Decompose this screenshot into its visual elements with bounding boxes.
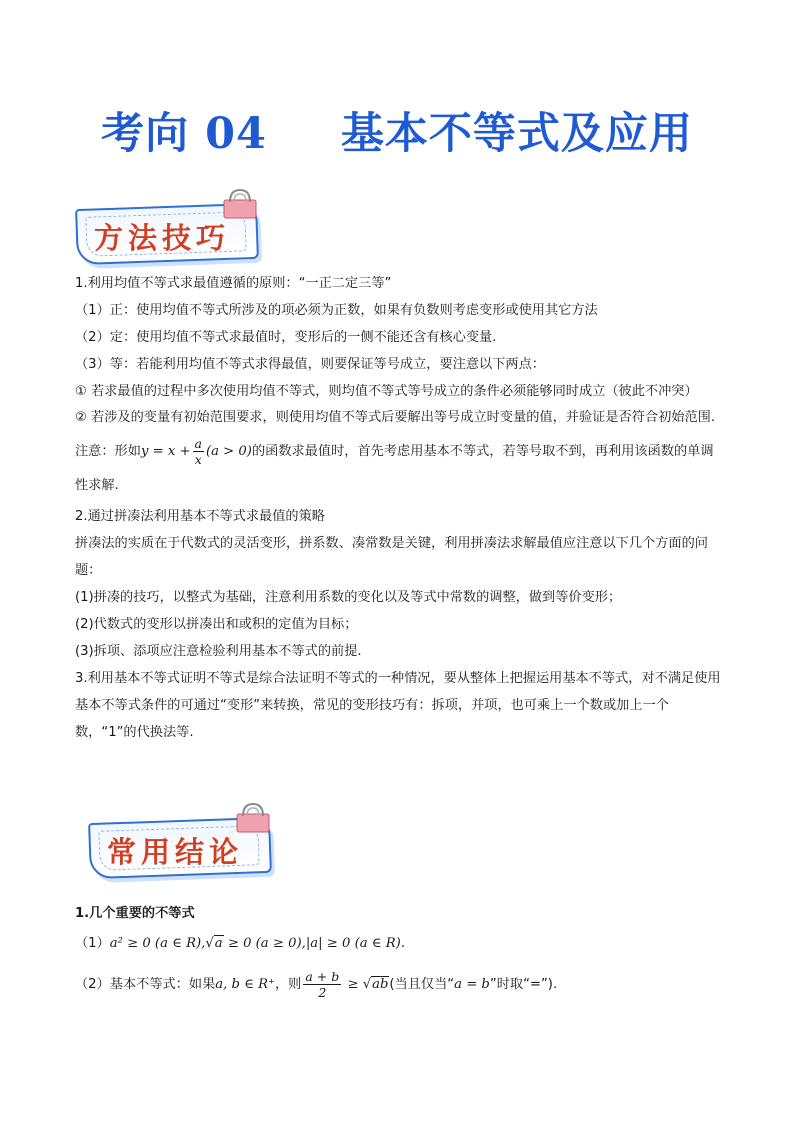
formula-sqrt-rest: ≥ 0 (a ≥ 0),: [223, 936, 306, 951]
fraction-denominator: x: [194, 451, 202, 467]
formula-ge: ≥: [343, 977, 363, 992]
formula-abs: |a| ≥ 0 (a ∈ R).: [305, 936, 406, 951]
method-line: （2）定：使用均值不等式求最值时，变形后的一侧不能还含有核心变量.: [75, 330, 497, 345]
conclusion-item-2: （2）基本不等式：如果a, b ∈ R⁺，则 $\frac{a + b}{2}$ ≥ √ab(当且仅当“a = b”时取“=”).: [75, 968, 558, 1000]
method-line: 2.通过拼凑法利用基本不等式求最值的策略: [75, 509, 325, 524]
item-prefix: （2）基本不等式：如果: [75, 977, 216, 992]
method-line: （3）等：若能利用均值不等式求得最值，则要保证等号成立，要注意以下两点：: [75, 357, 545, 372]
note-condition: (a > 0): [205, 444, 252, 459]
banner-label: 方法技巧: [94, 221, 231, 255]
section-banner-methods: [72, 194, 272, 264]
method-line: ① 若求最值的过程中多次使用均值不等式，则均值不等式等号成立的条件必须能够同时成立（彼此不冲突）: [75, 384, 698, 399]
formula-square: a² ≥ 0 (a ∈ R),: [109, 936, 206, 951]
fraction-denominator: 2: [318, 984, 327, 1000]
fraction-numerator: a: [194, 435, 202, 451]
formula-equal: a = b: [454, 977, 490, 992]
conclusion-item-1: （1）a² ≥ 0 (a ∈ R),√a ≥ 0 (a ≥ 0),|a| ≥ 0 (a ∈ R).: [75, 936, 406, 951]
formula-sqrt: a: [214, 936, 223, 951]
formula-gm: ab: [372, 977, 389, 992]
item-suffix: (当且仅当“: [389, 977, 455, 992]
title-left: 考向 04: [101, 109, 267, 159]
item-prefix: （1）: [75, 936, 110, 951]
conclusion-heading: 1.几个重要的不等式: [75, 906, 195, 921]
item-mid: ，则: [275, 977, 302, 992]
method-line: 3.利用基本不等式证明不等式是综合法证明不等式的一种情况，要从整体上把握运用基本不等式，对不满足使用基本不等式条件的可通过“变形”来转换，常见的变形技巧有：拆项，并项，也可乘上一个数或加上一个数，“1”的代换法等.: [75, 671, 721, 740]
note-suffix: 的函数求最值时，首先考虑用基本不等式，若等号取不到，再利用该函数的单调性求解.: [75, 444, 714, 493]
note-line: [75, 435, 725, 503]
method-line: (3)拆项、添项应注意检验利用基本不等式的前提.: [75, 644, 362, 659]
method-line: ② 若涉及的变量有初始范围要求，则使用均值不等式后要解出等号成立时变量的值，并验证是否符合初始范围.: [75, 410, 716, 425]
note-fraction: [193, 436, 204, 467]
method-line: (2)代数式的变形以拼凑出和或积的定值为目标；: [75, 617, 358, 632]
fraction-numerator: a + b: [305, 968, 340, 984]
item-suffix-end: ”时取“=”).: [489, 977, 558, 992]
method-line: 拼凑法的实质在于代数式的灵活变形，拼系数、凑常数是关键，利用拼凑法求解最值应注意以下几个方面的问题：: [75, 536, 708, 578]
methods-content: [75, 270, 725, 746]
note-prefix: 注意：形如: [75, 444, 141, 459]
formula-condition: a, b ∈ R⁺: [215, 977, 275, 992]
conclusions-content: [75, 900, 725, 1005]
method-line: (1)拼凑的技巧，以整式为基础，注意利用系数的变化以及等式中常数的调整，做到等价变形；: [75, 590, 622, 605]
method-line: （1）正：使用均值不等式所涉及的项必须为正数，如果有负数则考虑变形或使用其它方法: [75, 303, 598, 318]
banner-label: 常用结论: [107, 835, 244, 869]
note-formula: y = x +: [140, 444, 191, 459]
am-fraction: [303, 969, 341, 1000]
page-title: [0, 100, 794, 161]
section-banner-conclusions: [85, 808, 285, 878]
method-line: 1.利用均值不等式求最值遵循的原则：“一正二定三等”: [75, 276, 392, 291]
title-right: 基本不等式及应用: [340, 109, 693, 159]
